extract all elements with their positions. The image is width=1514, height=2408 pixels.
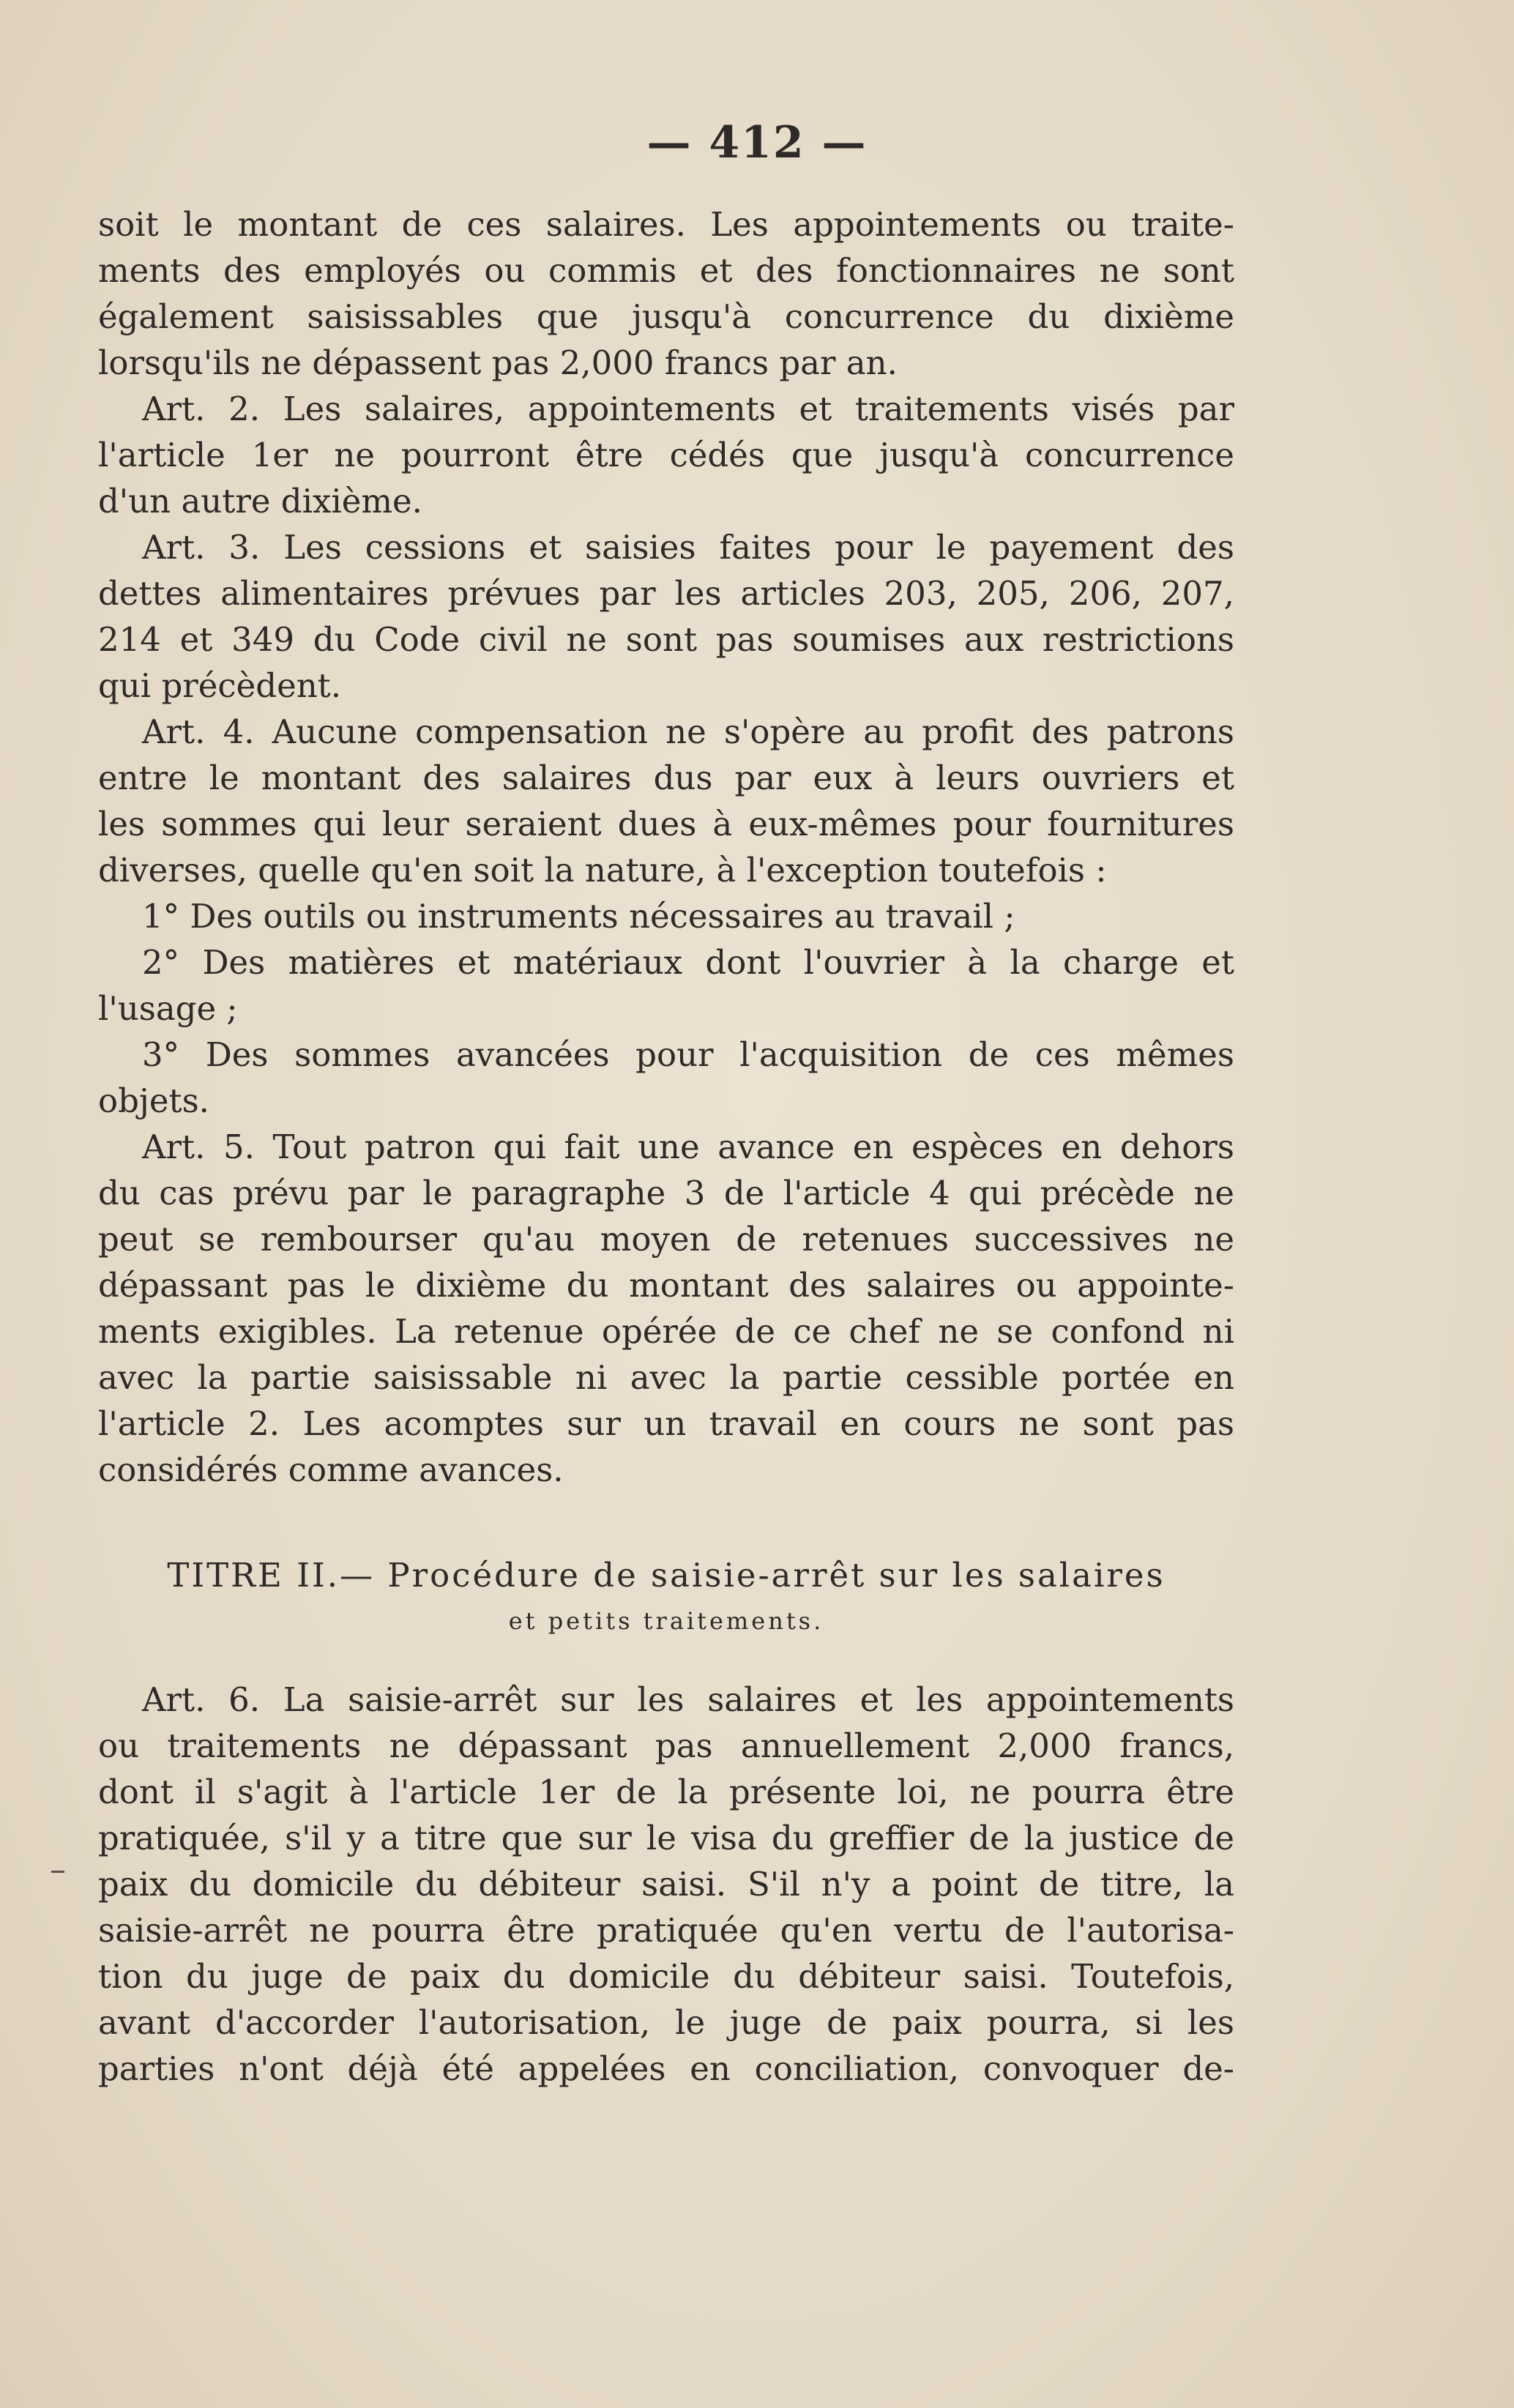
text-line: pratiquée, s'il y a titre que sur le visa du greffier de la justice de (98, 1819, 1234, 1857)
text-line: du cas prévu par le paragraphe 3 de l'article 4 qui précède ne (98, 1174, 1234, 1212)
article-6-line: Art. 6. La saisie-arrêt sur les salaires et les appointements (142, 1680, 1234, 1719)
text-line: qui précèdent. (98, 666, 342, 705)
list-item-3: 3° Des sommes avancées pour l'acquisition de ces mêmes (142, 1035, 1234, 1074)
list-item-2: 2° Des matières et matériaux dont l'ouvrier à la charge et (142, 943, 1234, 982)
text-line: avec la partie saisissable ni avec la partie cessible portée en (98, 1358, 1234, 1397)
text-line: ou traitements ne dépassant pas annuellement 2,000 francs, (98, 1726, 1234, 1765)
article-4-line: Art. 4. Aucune compensation ne s'opère au profit des patrons (142, 712, 1234, 751)
margin-mark (51, 1871, 64, 1873)
text-line: l'usage ; (98, 989, 238, 1028)
text-line: soit le montant de ces salaires. Les appointements ou traite- (98, 205, 1234, 244)
text-line: entre le montant des salaires dus par eux à leurs ouvriers et (98, 758, 1234, 797)
text-line: l'article 1er ne pourront être cédés que jusqu'à concurrence (98, 436, 1234, 474)
page-number: — 412 — (646, 117, 868, 168)
text-line: les sommes qui leur seraient dues à eux-mêmes pour fournitures (98, 805, 1234, 843)
text-line: 214 et 349 du Code civil ne sont pas soumises aux restrictions (98, 620, 1234, 659)
text-line: dont il s'agit à l'article 1er de la présente loi, ne pourra être (98, 1773, 1234, 1811)
article-text-block-1 (98, 201, 1234, 1493)
section-title-line-1: TITRE II.— Procédure de saisie-arrêt sur les salaires (167, 1556, 1166, 1595)
article-text-block-2 (98, 1677, 1234, 2092)
article-3-line: Art. 3. Les cessions et saisies faites pour le payement des (142, 528, 1234, 567)
section-title-line-2: et petits traitements. (508, 1607, 824, 1635)
text-line: saisie-arrêt ne pourra être pratiquée qu'en vertu de l'autorisa- (98, 1911, 1234, 1950)
article-2-line: Art. 2. Les salaires, appointements et traitements visés par (142, 389, 1234, 428)
article-5-line: Art. 5. Tout patron qui fait une avance en espèces en dehors (142, 1127, 1234, 1166)
text-line: également saisissables que jusqu'à concurrence du dixième (98, 297, 1234, 336)
text-line: parties n'ont déjà été appelées en conciliation, convoquer de- (98, 2049, 1234, 2088)
section-title (98, 1552, 1234, 1644)
text-line: dettes alimentaires prévues par les articles 203, 205, 206, 207, (98, 574, 1234, 613)
text-line: dépassant pas le dixième du montant des salaires ou appointe- (98, 1266, 1234, 1305)
text-line: lorsqu'ils ne dépassent pas 2,000 francs par an. (98, 343, 898, 382)
text-line: avant d'accorder l'autorisation, le juge de paix pourra, si les (98, 2003, 1234, 2042)
text-line: tion du juge de paix du domicile du débiteur saisi. Toutefois, (98, 1957, 1234, 1996)
text-line: ments des employés ou commis et des fonctionnaires ne sont (98, 251, 1234, 290)
text-line: diverses, quelle qu'en soit la nature, à l'exception toutefois : (98, 851, 1107, 890)
list-item-1: 1° Des outils ou instruments nécessaires au travail ; (142, 897, 1015, 936)
text-line: peut se rembourser qu'au moyen de retenues successives ne (98, 1220, 1234, 1259)
text-line: l'article 2. Les acomptes sur un travail en cours ne sont pas (98, 1404, 1234, 1443)
text-line: ments exigibles. La retenue opérée de ce chef ne se confond ni (98, 1312, 1234, 1351)
text-line: paix du domicile du débiteur saisi. S'il n'y a point de titre, la (98, 1865, 1234, 1904)
text-line: considérés comme avances. (98, 1450, 564, 1489)
text-line: d'un autre dixième. (98, 482, 422, 521)
text-line: objets. (98, 1081, 209, 1120)
